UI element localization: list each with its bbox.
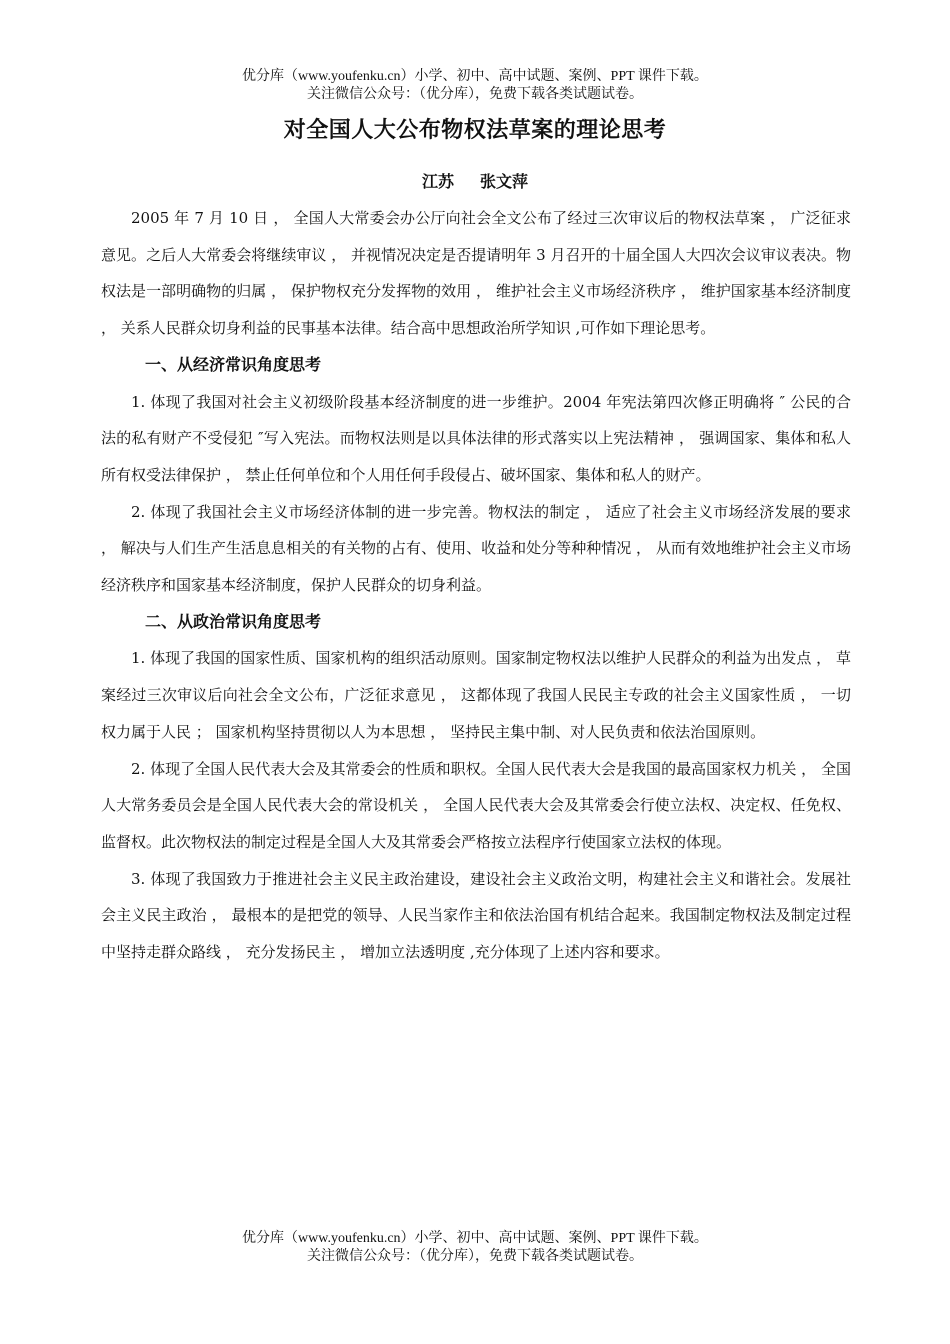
header-line-1: 优分库（www.youfenku.cn）小学、初中、高中试题、案例、PPT 课件下载。 <box>242 69 708 84</box>
section-paragraph: 2. 体现了我国社会主义市场经济体制的进一步完善。物权法的制定 ， 适应了社会主义市场经济发展的要求 ， 解决与人们生产生活息息相关的有关物的占有、使用、收益和处分等种种情况 ， 从而有效地维护社会主义市场经济秩序和国家基本经济制度，保护人民群众的切身利益。 <box>101 502 851 595</box>
section-paragraph: 1. 体现了我国的国家性质、国家机构的组织活动原则。国家制定物权法以维护人民群众的利益为出发点 ， 草案经过三次审议后向社会全文公布，广泛征求意见 ， 这都体现了我国人民民主专政的社会主义国家性质 ， 一切权力属于人民 ； 国家机构坚持贯彻以人为本思想 ， 坚持民主集中制、对人民负责和依法治国原则。 <box>101 649 851 741</box>
author-name: 张文萍 <box>480 172 529 191</box>
footer-line-2: 关注微信公众号：（优分库），免费下载各类试题试卷。 <box>307 1249 643 1264</box>
page-header <box>0 68 950 104</box>
footer-line-1: 优分库（www.youfenku.cn）小学、初中、高中试题、案例、PPT 课件下载。 <box>242 1231 708 1246</box>
section-paragraph: 1. 体现了我国对社会主义初级阶段基本经济制度的进一步维护。2004 年宪法第四次修正明确将 ″ 公民的合法的私有财产不受侵犯 ″写入宪法。而物权法则是以具体法律的形式落实以上宪法精神 ， 强调国家、集体和私人所有权受法律保护 ， 禁止任何单位和个人用任何手段侵占、破坏国家、集体和私人的财产。 <box>101 392 851 484</box>
author-place: 江苏 <box>421 172 454 191</box>
header-line-2: 关注微信公众号：（优分库），免费下载各类试题试卷。 <box>307 87 643 102</box>
section-heading-politics: 二、从政治常识角度思考 <box>145 611 322 631</box>
section-paragraph: 3. 体现了我国致力于推进社会主义民主政治建设，建设社会主义政治文明，构建社会主义和谐社会。发展社会主义民主政治 ， 最根本的是把党的领导、人民当家作主和依法治国有机结合起来。我国制定物权法及制定过程中坚持走群众路线 ， 充分发扬民主 ， 增加立法透明度 ,充分体现了上述内容和要求。 <box>101 869 851 962</box>
section-paragraph: 2. 体现了全国人民代表大会及其常委会的性质和职权。全国人民代表大会是我国的最高国家权力机关 ， 全国人大常务委员会是全国人民代表大会的常设机关 ， 全国人民代表大会及其常委会行使立法权、决定权、任免权、监督权。此次物权法的制定过程是全国人大及其常委会严格按立法程序行使国家立法权的体现。 <box>101 759 851 851</box>
page-footer <box>0 1230 950 1266</box>
section-heading-economics: 一、从经济常识角度思考 <box>145 354 322 374</box>
article-body <box>101 200 851 971</box>
article-title: 对全国人大公布物权法草案的理论思考 <box>283 118 667 143</box>
article-author <box>0 169 950 195</box>
intro-paragraph: 2005 年 7 月 10 日 ， 全国人大常委会办公厅向社会全文公布了经过三次审议后的物权法草案 ， 广泛征求意见。之后人大常委会将继续审议 ， 并视情况决定是否提请明年 3 月召开的十届全国人大四次会议审议表决。物权法是一部明确物的归属 ， 保护物权充分发挥物的效用 ， 维护社会主义市场经济秩序 ， 维护国家基本经济制度 ， 关系人民群众切身利益的民事基本法律。结合高中思想政治所学知识 ,可作如下理论思考。 <box>101 209 851 338</box>
